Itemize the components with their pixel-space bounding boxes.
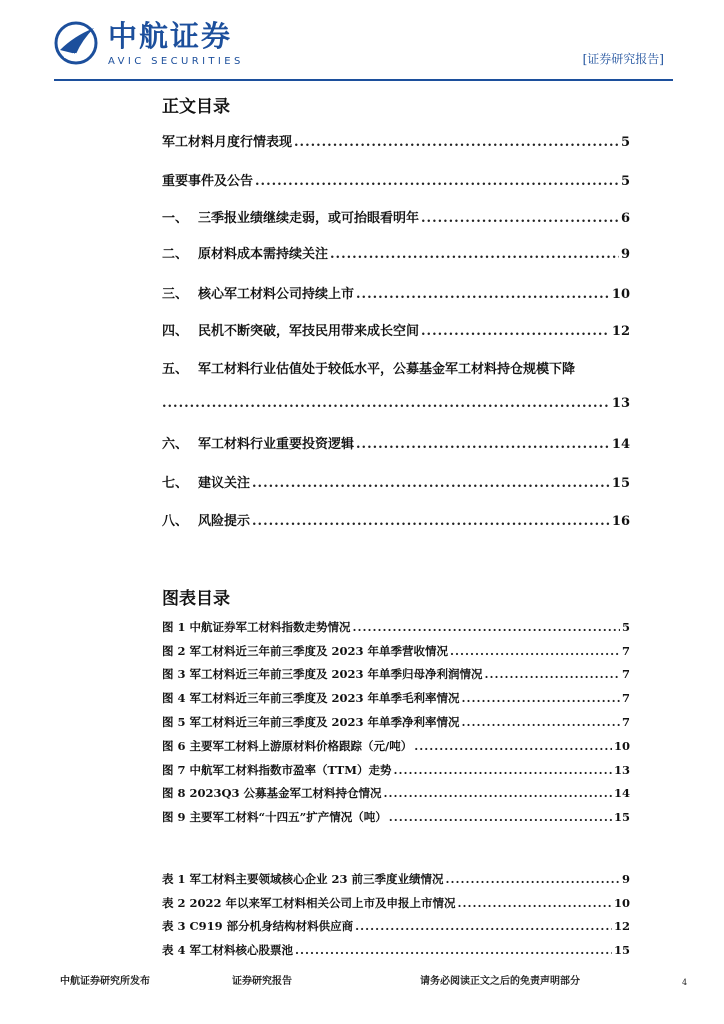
- figure-entry[interactable]: [162, 714, 630, 732]
- toc-entry[interactable]: [162, 283, 630, 303]
- toc-leader: [294, 135, 619, 150]
- toc-leader: [446, 872, 620, 886]
- table-entry[interactable]: [162, 918, 630, 936]
- figure-entry-page: 5: [621, 620, 630, 634]
- toc-entry-number: 四、: [162, 324, 189, 339]
- table-entry-text: 表 1 军工材料主要领域核心企业 23 前三季度业绩情况: [162, 872, 444, 886]
- toc-entry-page: 16: [611, 514, 630, 529]
- toc-entry-number: 五、: [162, 362, 189, 377]
- toc-leader: [450, 644, 620, 658]
- figure-entry-page: 7: [621, 644, 630, 658]
- toc-entry[interactable]: [162, 243, 630, 263]
- toc-entry-page: 14: [611, 437, 630, 452]
- toc-entry-page: 10: [611, 287, 630, 302]
- toc-leader: [462, 691, 620, 705]
- toc-leader: [255, 174, 619, 189]
- toc-entry[interactable]: [162, 358, 630, 378]
- toc-entry-page: 5: [620, 135, 630, 150]
- figure-entry[interactable]: [162, 643, 630, 661]
- toc-entry-text: 风险提示: [198, 514, 251, 529]
- figure-entry-page: 13: [613, 763, 630, 777]
- toc-entry-text: 核心军工材料公司持续上市: [198, 287, 355, 302]
- toc-entry[interactable]: [162, 433, 630, 453]
- figure-entry-text: 图 3 军工材料近三年前三季度及 2023 年单季归母净利润情况: [162, 667, 483, 681]
- toc-entry-text: 原材料成本需持续关注: [198, 247, 329, 262]
- table-entry-text: 表 3 C919 部分机身结构材料供应商: [162, 919, 354, 933]
- toc-entry-continuation[interactable]: [162, 396, 630, 416]
- table-entry-page: 9: [621, 872, 630, 886]
- toc-leader: [421, 211, 619, 226]
- figure-entry[interactable]: [162, 619, 630, 637]
- table-entry[interactable]: [162, 895, 630, 913]
- toc-entry-number: 一、: [162, 211, 189, 226]
- toc-leader: [389, 810, 612, 824]
- table-entry-page: 15: [613, 943, 630, 957]
- header-divider: [54, 79, 673, 81]
- figure-entry[interactable]: [162, 809, 630, 827]
- brand-name-en: AVIC SECURITIES: [108, 56, 244, 67]
- toc-entry-number: 七、: [162, 476, 189, 491]
- toc-entry-page: 15: [611, 476, 630, 491]
- toc-entry-text: 民机不断突破，军技民用带来成长空间: [198, 324, 420, 339]
- figure-entry-page: 15: [613, 810, 630, 824]
- table-entry-text: 表 4 军工材料核心股票池: [162, 943, 294, 957]
- toc-leader: [356, 287, 610, 302]
- toc-entry-number: 八、: [162, 514, 189, 529]
- toc-entry-page: 13: [611, 396, 630, 411]
- toc-leader: [414, 739, 612, 753]
- table-entry[interactable]: [162, 942, 630, 960]
- toc-leader: [162, 396, 610, 411]
- toc-entry-number: 三、: [162, 287, 189, 302]
- toc-entry-page: 6: [620, 211, 630, 226]
- figure-entry[interactable]: [162, 738, 630, 756]
- figure-entry-text: 图 7 中航军工材料指数市盈率（TTM）走势: [162, 763, 392, 777]
- toc-title: 正文目录: [162, 97, 230, 117]
- toc-leader: [355, 919, 612, 933]
- footer-page-number: 4: [682, 978, 688, 987]
- toc-entry-text: 重要事件及公告: [162, 174, 254, 189]
- toc-entry[interactable]: [162, 320, 630, 340]
- figure-entry-page: 7: [621, 715, 630, 729]
- footer-publisher: 中航证券研究所发布: [60, 976, 150, 987]
- report-type-tag: [证券研究报告]: [582, 52, 664, 66]
- toc-entry-text: 军工材料行业重要投资逻辑: [198, 437, 355, 452]
- toc-leader: [295, 943, 612, 957]
- table-entry[interactable]: [162, 871, 630, 889]
- figure-entry-text: 图 8 2023Q3 公募基金军工材料持仓情况: [162, 786, 382, 800]
- page-header: [0, 0, 724, 86]
- toc-leader: [356, 437, 610, 452]
- figure-entry-page: 10: [613, 739, 630, 753]
- toc-entry[interactable]: [162, 170, 630, 190]
- toc-leader: [458, 896, 612, 910]
- toc-leader: [462, 715, 620, 729]
- figure-entry-text: 图 6 主要军工材料上游原材料价格跟踪（元/吨）: [162, 739, 413, 753]
- toc-entry-text: 建议关注: [198, 476, 251, 491]
- toc-entry-text: 三季报业绩继续走弱，或可抬眼看明年: [198, 211, 420, 226]
- toc-leader: [252, 476, 610, 491]
- avic-logo-icon: [54, 20, 98, 66]
- figure-entry-text: 图 1 中航证券军工材料指数走势情况: [162, 620, 351, 634]
- page-footer: [0, 972, 724, 992]
- toc-entry[interactable]: [162, 131, 630, 151]
- toc-entry[interactable]: [162, 207, 630, 227]
- figure-entry-text: 图 4 军工材料近三年前三季度及 2023 年单季毛利率情况: [162, 691, 460, 705]
- toc-entry-page: 12: [611, 324, 630, 339]
- figure-entry-page: 7: [621, 667, 630, 681]
- toc-entry-page: 5: [620, 174, 630, 189]
- figure-entry[interactable]: [162, 762, 630, 780]
- brand-name-cn: 中航证券: [108, 19, 233, 53]
- figure-entry[interactable]: [162, 666, 630, 684]
- toc-leader: [353, 620, 620, 634]
- figure-entry-text: 图 9 主要军工材料“十四五”扩产情况（吨）: [162, 810, 387, 824]
- toc-leader: [384, 786, 612, 800]
- table-entry-page: 12: [613, 919, 630, 933]
- toc-entry-page: 9: [620, 247, 630, 262]
- toc-entry-number: 六、: [162, 437, 189, 452]
- table-entry-page: 10: [613, 896, 630, 910]
- toc-entry[interactable]: [162, 472, 630, 492]
- svg-text:AVIC: AVIC: [64, 52, 83, 60]
- table-entry-text: 表 2 2022 年以来军工材料相关公司上市及申报上市情况: [162, 896, 456, 910]
- toc-leader: [393, 763, 612, 777]
- toc-entry-number: 二、: [162, 247, 189, 262]
- toc-leader: [330, 247, 619, 262]
- figure-entry-page: 14: [613, 786, 630, 800]
- toc-leader: [485, 667, 620, 681]
- figure-entry-text: 图 5 军工材料近三年前三季度及 2023 年单季净利率情况: [162, 715, 460, 729]
- figure-entry-page: 7: [621, 691, 630, 705]
- figure-entry[interactable]: [162, 785, 630, 803]
- figure-list-title: 图表目录: [162, 589, 230, 609]
- toc-leader: [252, 514, 610, 529]
- toc-leader: [421, 324, 610, 339]
- toc-entry-text: 军工材料行业估值处于较低水平，公募基金军工材料持仓规模下降: [198, 362, 576, 377]
- figure-entry[interactable]: [162, 690, 630, 708]
- footer-doc-type: 证券研究报告: [232, 976, 292, 987]
- toc-entry-text: 军工材料月度行情表现: [162, 135, 293, 150]
- toc-entry[interactable]: [162, 510, 630, 530]
- figure-entry-text: 图 2 军工材料近三年前三季度及 2023 年单季营收情况: [162, 644, 449, 658]
- footer-disclaimer: 请务必阅读正文之后的免责声明部分: [420, 976, 580, 987]
